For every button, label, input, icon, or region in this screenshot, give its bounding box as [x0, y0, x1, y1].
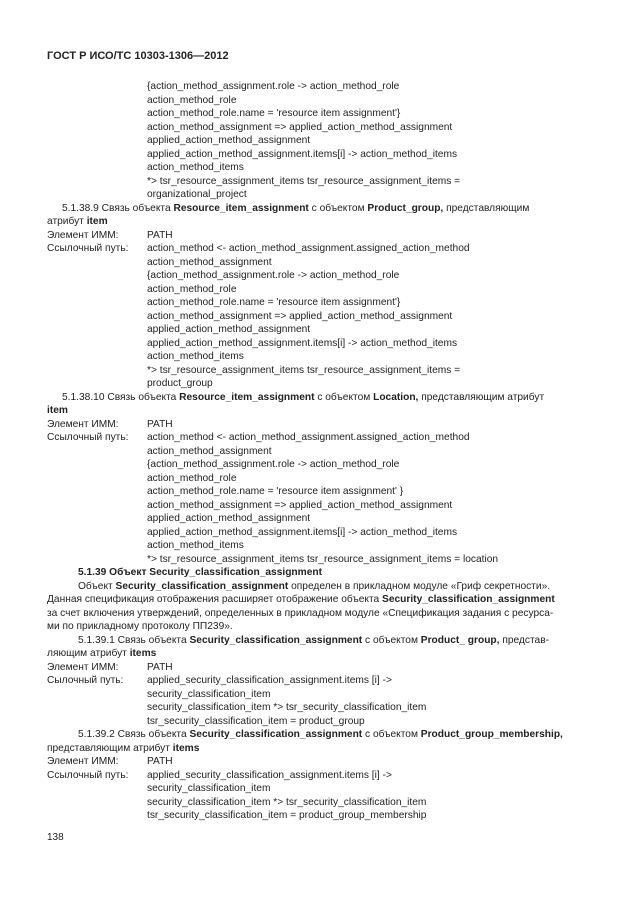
target-entity: Product_group,: [367, 203, 444, 214]
clause-text: с объектом: [317, 392, 371, 403]
section-5-1-39-heading: [78, 566, 322, 579]
attribute-name: item: [47, 405, 68, 416]
path-line: action_method_role.name = 'resource item assignment'}: [147, 108, 401, 119]
clause-text: Связь объекта: [117, 635, 187, 646]
paragraph-line: за счет включения утверждений, определенных в прикладном модуле «Спецификация задания с ресурса-: [47, 608, 554, 619]
imm-label: Элемент ИММ:: [47, 662, 119, 673]
path-line: *> tsr_resource_assignment_items tsr_resource_assignment_items =: [147, 176, 461, 187]
path-line: action_method_assignment => applied_action_method_assignment: [147, 122, 453, 133]
path-label: Ссылочный путь:: [47, 770, 129, 781]
clause-text: атрибут: [47, 216, 84, 227]
attribute-name: item: [86, 216, 108, 227]
attribute-name: items: [172, 743, 200, 754]
path-line: action_method_assignment: [147, 446, 272, 457]
paragraph-line: [78, 580, 550, 593]
section-number: 5.1.39: [78, 567, 107, 578]
path-line: action_method_role.name = 'resource item assignment' }: [147, 486, 404, 497]
clause-number: 5.1.39.2: [78, 729, 115, 740]
path-line: applied_action_method_assignment.items[i] -> action_method_items: [147, 338, 458, 349]
path-line: action_method_assignment => applied_action_method_assignment: [147, 500, 453, 511]
clause-5-1-39-1-heading: [78, 634, 549, 647]
path-line: applied_security_classification_assignment.items [i] ->: [147, 770, 392, 781]
path-line: applied_action_method_assignment: [147, 513, 311, 524]
clause-text: с объектом: [311, 203, 365, 214]
target-entity: Product_group_membership,: [420, 729, 563, 740]
imm-value: PATH: [147, 756, 173, 767]
section-word: Объект: [109, 567, 147, 578]
path-line: tsr_security_classification_item = product_group_membership: [147, 810, 427, 821]
path-label: Ссылочный путь:: [47, 432, 129, 443]
clause-5-1-39-2-heading: [78, 728, 563, 741]
path-line: security_classification_item: [147, 689, 271, 700]
path-line: security_classification_item: [147, 783, 271, 794]
path-line: security_classification_item *> tsr_security_classification_item: [147, 797, 427, 808]
clause-text: представ-: [502, 635, 549, 646]
target-entity: Location,: [373, 392, 419, 403]
clause-number: 5.1.39.1: [78, 635, 115, 646]
clause-5-1-39-1-attr: [47, 647, 156, 660]
entity-name: Security_classification_assignment: [189, 635, 363, 646]
path-line: applied_security_classification_assignment.items [i] ->: [147, 675, 392, 686]
path-label: Ссылочный путь:: [47, 243, 129, 254]
path-line: action_method_role: [147, 95, 237, 106]
imm-value: PATH: [147, 419, 173, 430]
entity-name: Security_classification_assignment: [115, 581, 289, 592]
clause-text: с объектом: [365, 635, 418, 646]
path-line: {action_method_assignment.role -> action_method_role: [147, 459, 400, 470]
path-line: product_group: [147, 378, 213, 389]
paragraph-line: ми по прикладному протоколу ПП239».: [47, 621, 233, 632]
entity-name: Resource_item_assignment: [173, 203, 309, 214]
entity-name: Security_classification_assignment: [382, 594, 555, 605]
path-line: action_method_assignment: [147, 257, 272, 268]
path-line: action_method_role: [147, 473, 237, 484]
clause-5-1-39-2-attr: [47, 742, 199, 755]
path-line: applied_action_method_assignment: [147, 135, 311, 146]
path-line: {action_method_assignment.role -> action_method_role: [147, 270, 400, 281]
clause-5-1-38-9-attr: [47, 215, 108, 228]
imm-label: Элемент ИММ:: [47, 230, 119, 241]
clause-text: Связь объекта: [101, 203, 171, 214]
path-line: organizational_project: [147, 189, 247, 200]
paragraph-text: Объект: [78, 581, 113, 592]
path-line: action_method_items: [147, 540, 244, 551]
clause-text: Связь объекта: [107, 392, 177, 403]
imm-label: Элемент ИММ:: [47, 756, 119, 767]
path-label: Сылочный путь:: [47, 675, 124, 686]
path-line: applied_action_method_assignment: [147, 324, 311, 335]
path-line: action_method_assignment => applied_action_method_assignment: [147, 311, 453, 322]
paragraph-text: Данная спецификация отображения расширяет отображение объекта: [47, 594, 380, 605]
path-line: action_method <- action_method_assignment.assigned_action_method: [147, 432, 470, 443]
path-line: action_method_role: [147, 284, 237, 295]
imm-value: PATH: [147, 230, 173, 241]
path-line: {action_method_assignment.role -> action_method_role: [147, 81, 400, 92]
imm-value: PATH: [147, 662, 173, 673]
target-entity: Product_ group,: [420, 635, 500, 646]
entity-name: Resource_item_assignment: [179, 392, 315, 403]
clause-text: ляющим атрибут: [47, 648, 127, 659]
path-line: security_classification_item *> tsr_security_classification_item: [147, 702, 427, 713]
path-line: tsr_security_classification_item = product_group: [147, 716, 365, 727]
clause-text: представляющим атрибут: [47, 743, 170, 754]
path-line: *> tsr_resource_assignment_items tsr_resource_assignment_items = location: [147, 554, 499, 565]
clause-number: 5.1.38.10: [62, 392, 105, 403]
running-header: ГОСТ Р ИСО/ТС 10303-1306—2012: [47, 50, 229, 62]
attribute-name: items: [129, 648, 157, 659]
paragraph-line: [47, 593, 555, 606]
path-line: action_method_items: [147, 162, 244, 173]
clause-text: представляющим атрибут: [421, 392, 545, 403]
path-line: applied_action_method_assignment.items[i] -> action_method_items: [147, 149, 458, 160]
page-number: 138: [47, 832, 64, 843]
path-line: action_method_role.name = 'resource item assignment'}: [147, 297, 401, 308]
paragraph-text: определен в прикладном модуле «Гриф секретности».: [291, 581, 551, 592]
path-line: action_method_items: [147, 351, 244, 362]
path-line: *> tsr_resource_assignment_items tsr_resource_assignment_items =: [147, 365, 461, 376]
clause-text: Связь объекта: [117, 729, 187, 740]
section-entity: Security_classification_assignment: [149, 567, 322, 578]
imm-label: Элемент ИММ:: [47, 419, 119, 430]
clause-number: 5.1.38.9: [62, 203, 99, 214]
clause-5-1-38-9-heading: [62, 202, 529, 215]
path-line: applied_action_method_assignment.items[i] -> action_method_items: [147, 527, 458, 538]
clause-5-1-38-10-heading: [62, 391, 544, 404]
entity-name: Security_classification_assignment: [189, 729, 363, 740]
clause-text: представляющим: [446, 203, 530, 214]
clause-text: с объектом: [365, 729, 418, 740]
path-line: action_method <- action_method_assignment.assigned_action_method: [147, 243, 470, 254]
